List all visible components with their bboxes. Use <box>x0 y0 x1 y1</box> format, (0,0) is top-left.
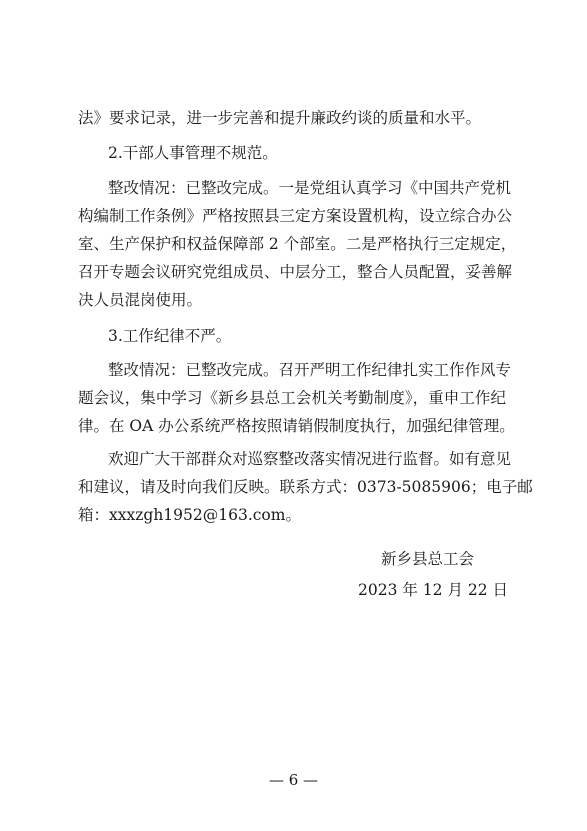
text-line: 构编制工作条例》严格按照县三定方案设置机构，设立综合办公 <box>78 207 513 225</box>
text-line: 整改情况：已整改完成。召开严明工作纪律扎实工作作风专 <box>108 361 512 379</box>
section-heading: 2.干部人事管理不规范。 <box>108 144 278 162</box>
text-line: 法》要求记录，进一步完善和提升廉政约谈的质量和水平。 <box>78 109 482 127</box>
signature-date: 2023 年 12 月 22 日 <box>358 581 509 599</box>
text-line: 箱：xxxzgh1952@163.com。 <box>78 506 301 524</box>
text-line: 室、生产保护和权益保障部 2 个部室。二是严格执行三定规定， <box>78 235 517 253</box>
section-heading: 3.工作纪律不严。 <box>108 327 232 345</box>
text-line: 召开专题会议研究党组成员、中层分工，整合人员配置，妥善解 <box>78 263 513 281</box>
text-line: 整改情况：已整改完成。一是党组认真学习《中国共产党机 <box>108 179 512 197</box>
text-line: 欢迎广大干部群众对巡察整改落实情况进行监督。如有意见 <box>108 450 512 468</box>
signature-org: 新乡县总工会 <box>381 550 475 568</box>
text-line: 题会议，集中学习《新乡县总工会机关考勤制度》，重申工作纪 <box>78 389 506 407</box>
text-line: 律。在 OA 办公系统严格按照请销假制度执行，加强纪律管理。 <box>78 417 515 435</box>
text-line: 决人员混岗使用。 <box>78 291 203 309</box>
page-number: — 6 — <box>268 771 319 789</box>
text-line: 和建议，请及时向我们反映。联系方式：0373-5085906；电子邮 <box>78 478 533 496</box>
